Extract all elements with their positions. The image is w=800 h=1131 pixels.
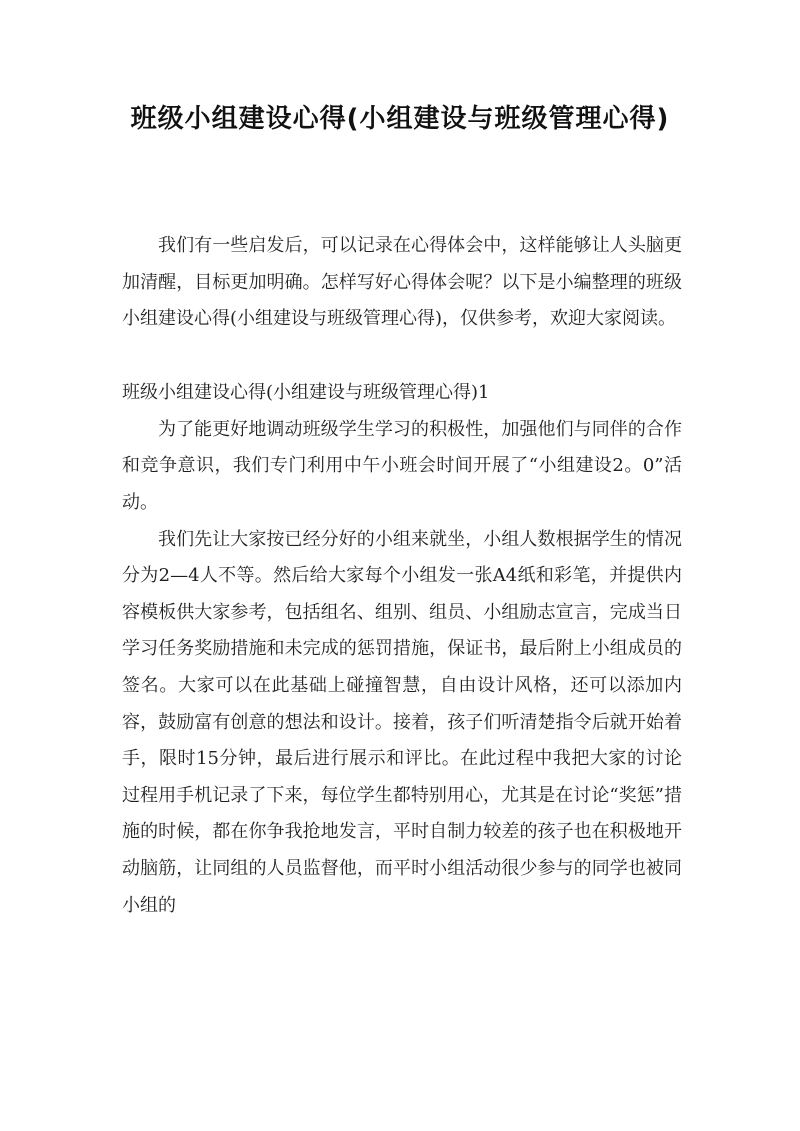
body-paragraph: 我们先让大家按已经分好的小组来就坐，小组人数根据学生的情况分为2—4人不等。然后给大家每个小组发一张A4纸和彩笔，并提供内容模板供大家参考，包括组名、组别、组员、小组励志宣言，完成当日学习任务奖励措施和未完成的惩罚措施，保证书，最后附上小组成员的签名。大家可以在此基础上碰撞智慧，自由设计风格，还可以添加内容，鼓励富有创意的想法和设计。接着，孩子们听清楚指令后就开始着手，限时15分钟，最后进行展示和评比。在此过程中我把大家的讨论过程用手机记录了下来，每位学生都特别用心，尤其是在讨论“奖惩”措施的时候，都在你争我抢地发言，平时自制力较差的孩子也在积极地开动脑筋，让同组的人员监督他，而平时小组活动很少参与的同学也被同小组的 <box>122 528 682 916</box>
body-paragraph: 为了能更好地调动班级学生学习的积极性，加强他们与同伴的合作和竞争意识，我们专门利用中午小班会时间开展了“小组建设2。0”活动。 <box>122 418 682 513</box>
intro-paragraph: 我们有一些启发后，可以记录在心得体会中，这样能够让人头脑更加清醒，目标更加明确。怎样写好心得体会呢？以下是小编整理的班级小组建设心得(小组建设与班级管理心得)，仅供参考，欢迎大家阅读。 <box>122 235 682 330</box>
document-body <box>122 228 682 924</box>
section-heading: 班级小组建设心得(小组建设与班级管理心得)1 <box>122 381 490 403</box>
document-title: 班级小组建设心得(小组建设与班级管理心得) <box>130 104 670 134</box>
